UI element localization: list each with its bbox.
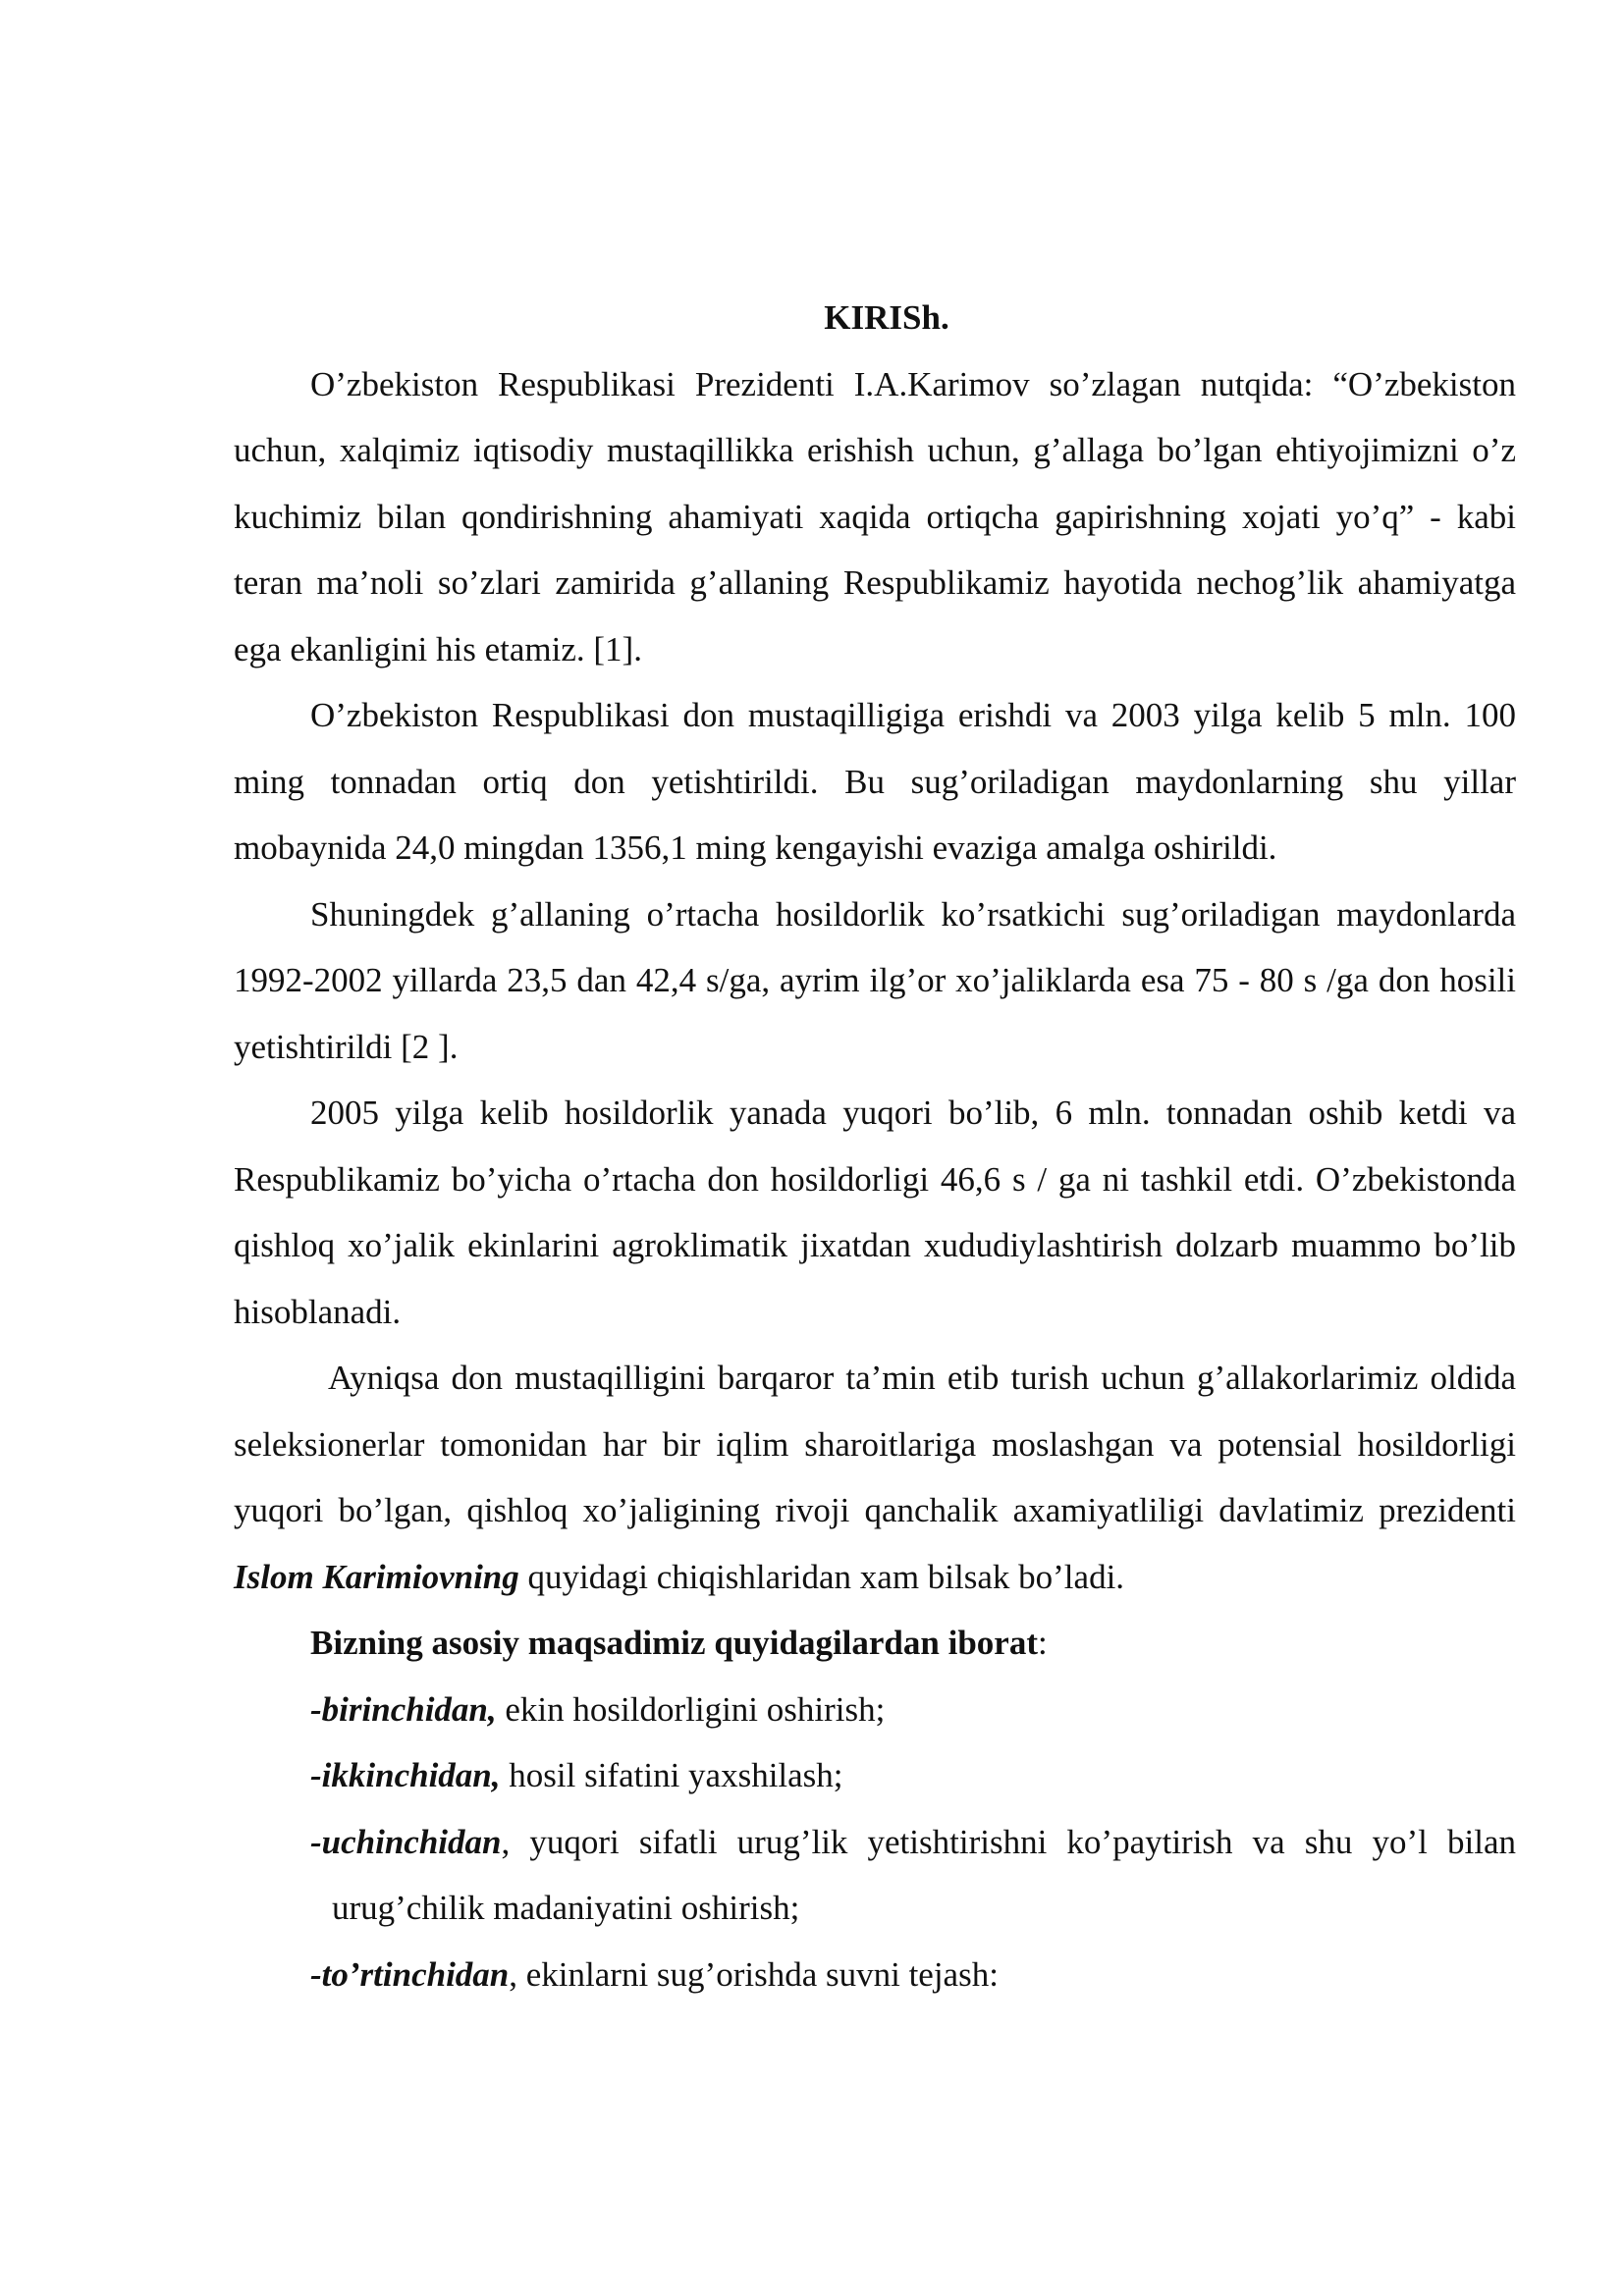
goal-text: , ekinlarni sug’orishda suvni tejash: — [509, 1954, 999, 1994]
goal-keyword: -to’rtinchidan — [310, 1954, 510, 1994]
goal-keyword: -ikkinchidan, — [310, 1756, 501, 1794]
goal-text: hosil sifatini yaxshilash; — [500, 1756, 843, 1794]
paragraph-5-text-end: quyidagi chiqishlaridan xam bilsak bo’ladi. — [518, 1557, 1125, 1596]
paragraph-1: O’zbekiston Respublikasi Prezidenti I.A.Karimov so’zlagan nutqida: “O’zbekiston uchun, xalqimiz iqtisodiy mustaqillikka erishish uchun, g’allaga bo’lgan ehtiyojimizni o’z kuchimiz bilan qondirishning ahamiyati xaqida ortiqcha gapirishning xojati yo’q” - kabi teran ma’noli so’zlari zamirida g’allaning Respublikamiz hayotida nechog’lik ahamiyatga ega ekanligini his etamiz. [1]. — [234, 364, 1516, 668]
goals-heading-text: Bizning asosiy maqsadimiz quyidagilardan iborat — [310, 1624, 1038, 1662]
goal-item-second — [234, 1742, 1516, 1809]
paragraph-5 — [234, 1345, 1516, 1610]
document-body — [234, 285, 1516, 2007]
goal-keyword: -uchinchidan — [310, 1822, 502, 1861]
goal-text: ekin hosildorligini oshirish; — [496, 1689, 886, 1729]
goal-keyword: -birinchidan, — [310, 1689, 497, 1729]
section-heading: KIRISh. — [824, 298, 949, 337]
goals-heading — [234, 1610, 1516, 1677]
goals-list — [234, 1677, 1516, 2008]
goal-item-first — [234, 1677, 1516, 1743]
goal-item-fourth — [234, 1942, 1516, 2008]
paragraph-2: O’zbekiston Respublikasi don mustaqilligiga erishdi va 2003 yilga kelib 5 mln. 100 ming tonnadan ortiq don yetishtirildi. Bu sug’oriladigan maydonlarning shu yillar mobaynida 24,0 mingdan 1356,1 ming kengayishi evaziga amalga oshirildi. — [234, 696, 1516, 867]
paragraph-3: Shuningdek g’allaning o’rtacha hosildorlik ko’rsatkichi sug’oriladigan maydonlarda 1992-2002 yillarda 23,5 dan 42,4 s/ga, ayrim ilg’or xo’jaliklarda esa 75 - 80 s /ga don hosili yetishtirildi [2 ]. — [234, 894, 1516, 1066]
goal-item-third — [234, 1809, 1516, 1942]
paragraph-4: 2005 yilga kelib hosildorlik yanada yuqori bo’lib, 6 mln. tonnadan oshib ketdi va Respublikamiz bo’yicha o’rtacha don hosildorligi 46,6 s / ga ni tashkil etdi. O’zbekistonda qishloq xo’jalik ekinlarini agroklimatik jixatdan xududiylashtirish dolzarb muammo bo’lib hisoblanadi. — [234, 1094, 1516, 1331]
president-name: Islom Karimiovning — [234, 1557, 519, 1596]
paragraph-5-text-start: Ayniqsa don mustaqilligini barqaror ta’min etib turish uchun g’allakorlarimiz oldida seleksionerlar tomonidan har bir iqlim sharoitlariga moslashgan va potensial hosildorligi yuqori bo’lgan, qishloq xo’jaligining rivoji qanchalik axamiyatliligi davlatimiz prezidenti — [234, 1359, 1516, 1529]
goals-heading-colon: : — [1037, 1624, 1048, 1662]
goal-text: , yuqori sifatli urug’lik yetishtirishni ko’paytirish va shu yo’l bilan urug’chilik madaniyatini oshirish; — [332, 1822, 1516, 1927]
